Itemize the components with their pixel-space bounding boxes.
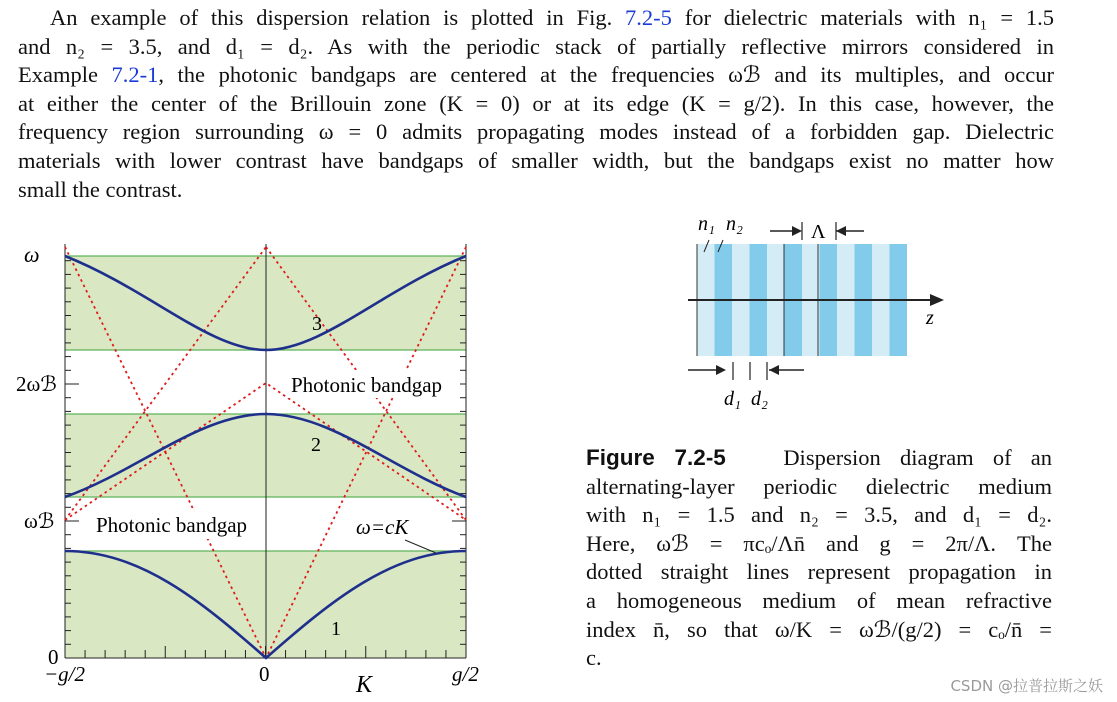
d2-label: d₂ (751, 388, 768, 410)
paragraph-line-4: at either the center of the Brillouin zone (K = 0) or at its edge (K = g/2). In this case, however, the (18, 90, 1054, 116)
band-label-3: 3 (312, 313, 322, 335)
y-tick-0: 0 (48, 645, 59, 669)
paragraph-line-2: and n₂ = 3.5, and d₁ = d₂. As with the periodic stack of partially reflective mirrors considered in (18, 33, 1054, 59)
band-label-1: 1 (331, 618, 341, 640)
z-axis-arrowhead (930, 294, 944, 306)
figure-link[interactable]: 7.2-5 (625, 5, 672, 30)
y-tick-2wb: 2ωℬ (16, 372, 57, 396)
paragraph-line-5: frequency region surrounding ω = 0 admits propagating modes instead of a forbidden gap. Dielectric (18, 119, 1054, 145)
z-axis-label: z (926, 307, 934, 329)
y-tick-wb: ωℬ (24, 509, 55, 533)
gap-label-upper: Photonic bandgap (291, 373, 443, 397)
caption-line-4: Here, ωℬ = πcₒ/Λn̄ and g = 2π/Λ. The (586, 530, 1052, 556)
dispersion-diagram (0, 236, 500, 696)
n1-label: n₁ (698, 213, 715, 235)
paragraph-line-3: Example 7.2-1, the photonic bandgaps are centered at the frequencies ωℬ and its multiples, and occur (18, 62, 1054, 88)
caption-line-6: a homogeneous medium of mean refractive (586, 587, 1052, 613)
period-label: Λ (811, 221, 826, 243)
caption-figure-label: Figure 7.2-5 (586, 445, 726, 470)
paragraph-line-1: An example of this dispersion relation is plotted in Fig. 7.2-5 for dielectric materials with n₁ = 1.5 (50, 5, 1054, 30)
n2-label: n₂ (726, 213, 743, 235)
x-tick-0: 0 (259, 662, 270, 686)
caption-line-8: c. (586, 645, 602, 671)
light-line-label: ω=cK (356, 515, 409, 539)
watermark: CSDN @拉普拉斯之妖 (950, 677, 1103, 695)
gap-label-lower: Photonic bandgap (96, 513, 248, 537)
caption-line-7: index n̄, so that ω/K = ωℬ/(g/2) = cₒ/n̄ = (586, 616, 1052, 642)
y-axis-label: ω (24, 242, 40, 267)
paragraph-line-7: small the contrast. (18, 176, 183, 202)
band-label-2: 2 (311, 434, 321, 456)
example-link[interactable]: 7.2-1 (111, 62, 159, 88)
body-paragraph (18, 4, 1054, 204)
x-axis-label: K (356, 672, 373, 696)
caption-line-1: Figure 7.2-5 Dispersion diagram of an (586, 445, 1052, 470)
caption-line-3: with n₁ = 1.5 and n₂ = 3.5, and d₁ = d₂. (586, 502, 1052, 528)
x-tick-neg: −g/2 (44, 662, 86, 686)
caption-line-5: dotted straight lines represent propagation in (586, 559, 1052, 585)
d1-label: d₁ (724, 388, 741, 410)
paragraph-line-6: materials with lower contrast have bandgaps of smaller width, but the bandgaps exist no matter how (18, 147, 1054, 173)
layered-medium-inset (680, 210, 960, 410)
caption-line-2: alternating-layer periodic dielectric medium (586, 473, 1052, 499)
x-tick-pos: g/2 (452, 662, 479, 686)
figure-caption (586, 444, 1052, 673)
